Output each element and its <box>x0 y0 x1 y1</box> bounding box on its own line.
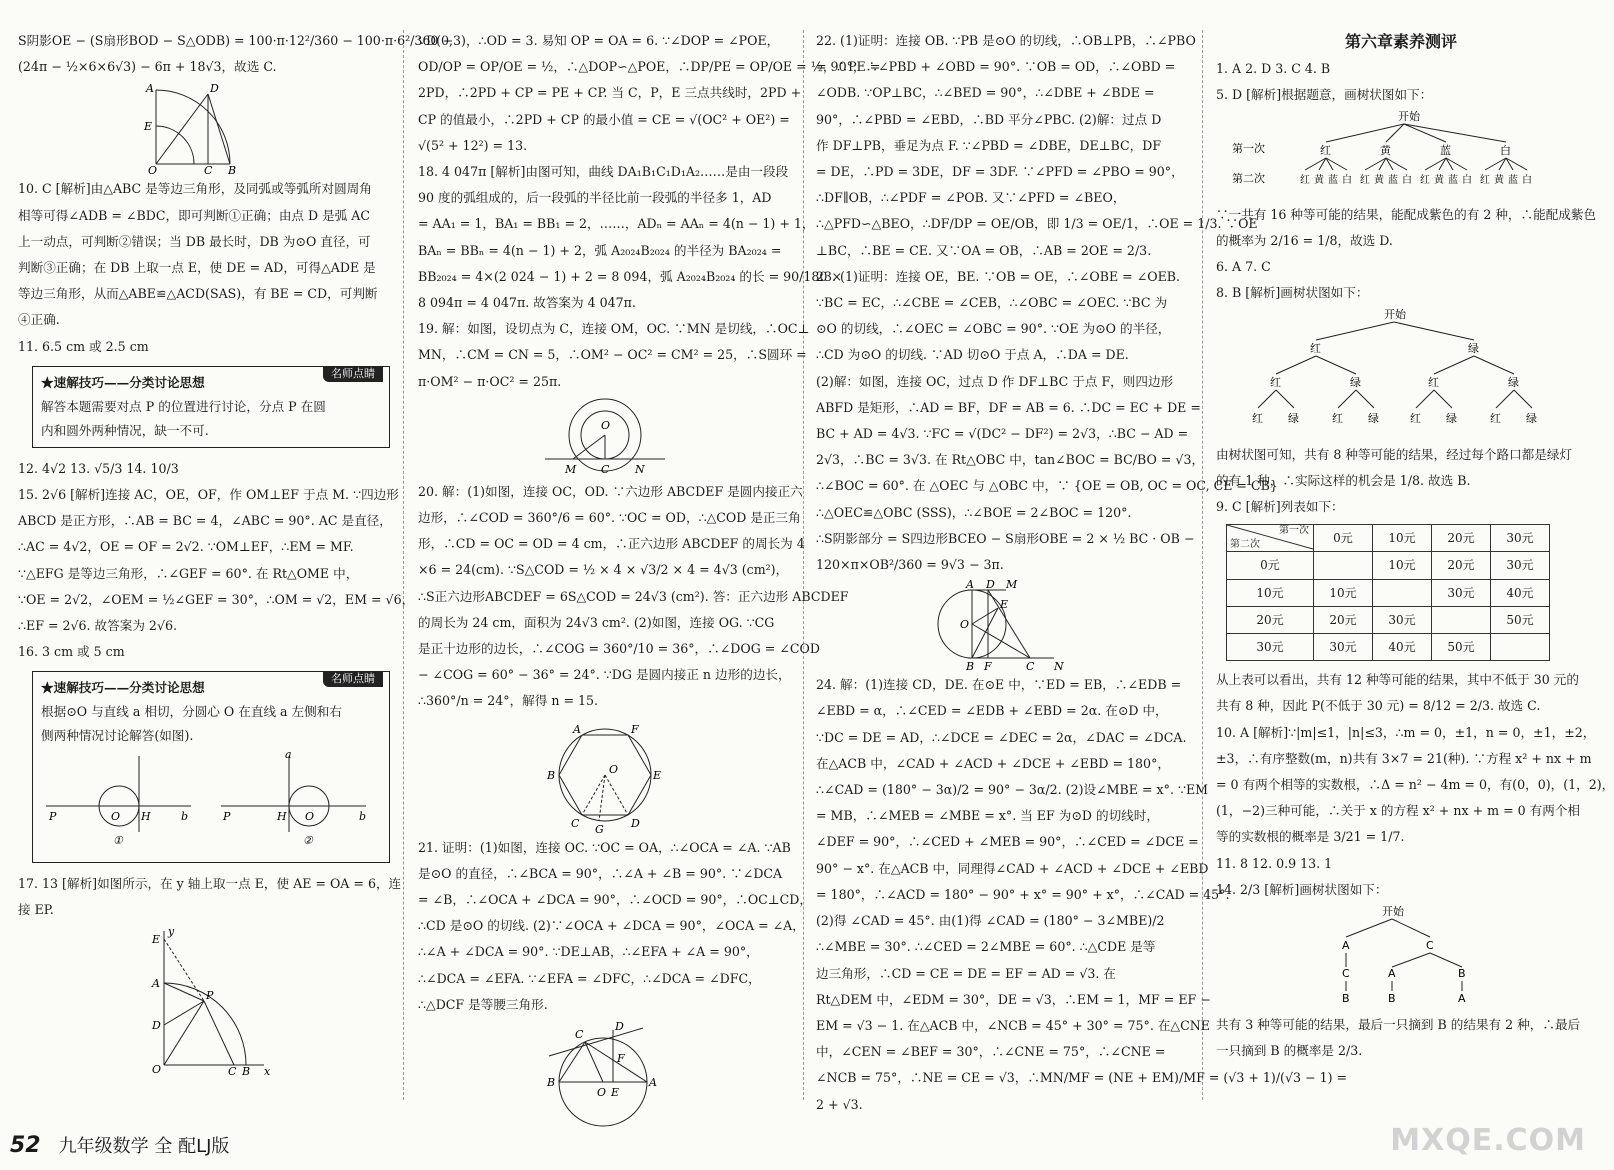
tree-node: 绿 <box>1508 376 1519 390</box>
point-label: C <box>571 816 580 830</box>
text-line: 8. B [解析]画树状图如下： <box>1216 285 1369 301</box>
text-line: ABFD 是矩形，∴AD = BF，DF = AB = 6. ∴DC = EC + DE = <box>816 399 1201 415</box>
figure-q20 <box>539 717 669 836</box>
tree-node: C <box>1342 967 1350 981</box>
point-label: B <box>547 1076 556 1090</box>
text-line: = ∠B，∴∠OCA + ∠DCA = 90°，∴∠OCD = 90°，∴OC⊥CD， <box>418 892 812 908</box>
table-cell <box>1491 634 1550 661</box>
text-line: 是正十边形的边长，∴∠COG = 360°/10 = 36°，∴∠DOG = ∠COD <box>418 641 820 657</box>
text-line: ∴CD 是⊙O 的切线. (2)∵∠OCA + ∠DCA = 90°，∠OCA = ∠A， <box>418 918 805 934</box>
point-label: A <box>966 578 974 592</box>
text-line: ∴∠CAD = (180° − 3α)/2 = 90° − 3α/2. (2)设∠MBE = x°. ∵EM <box>816 782 1209 798</box>
tree-node: 绿 <box>1526 412 1537 426</box>
point-label: A <box>573 722 581 736</box>
text-line: 在△ACB 中，∠CAD + ∠ACD + ∠DCE + ∠EBD = 180°， <box>816 755 1170 771</box>
figure-number: ① <box>113 834 123 848</box>
text-line: 相等可得∠ADB = ∠BDC，即可判断①正确；由点 D 是弧 AC <box>18 207 371 223</box>
table-cell: 50元 <box>1432 634 1491 661</box>
text-line: ∴AC = 4√2，OE = OF = 2√2. ∵OM⊥EF，∴EM = MF. <box>18 539 354 555</box>
tree-diagram-q14 <box>1216 903 1576 1006</box>
text-line: 共有 8 种，因此 P(不低于 30 元) = 8/12 = 2/3. 故选 C. <box>1216 698 1541 714</box>
table-cell: 30元 <box>1432 579 1491 606</box>
text-line: ∵BC = EC，∴∠CBE = ∠CEB，∴∠OBC = ∠OEC. ∵BC 为 <box>816 295 1168 311</box>
table-row <box>1227 552 1550 579</box>
point-label: C <box>204 164 213 178</box>
text-line: (2)得 ∠CAD = 45°. 由(1)得 ∠CAD = (180° − 3∠MBE)/2 <box>816 913 1165 929</box>
point-label: D <box>210 82 219 96</box>
text-line: ∴S正六边形ABCDEF = 6S△COD = 24√3 (cm²). 答：正六边形 ABCDEF <box>418 588 849 604</box>
text-line: 的有 1 种，∴实际这样的机会是 1/8. 故选 B. <box>1216 472 1471 488</box>
tree-node: 红 <box>1410 412 1421 426</box>
text-line: = 180°，∴∠ACD = 180° − 90° + x° = 90° + x°，∴∠CAD = 45°. <box>816 886 1230 902</box>
tree-node: 绿 <box>1446 412 1457 426</box>
point-label: P <box>223 810 231 824</box>
point-label: B <box>242 1065 251 1079</box>
point-label: C <box>601 462 610 476</box>
point-label: H <box>277 810 287 824</box>
page-number: 52 <box>10 1133 41 1158</box>
point-label: b <box>181 810 189 824</box>
table-header: 0元 <box>1314 525 1373 552</box>
text-line: 10. A [解析]∵|m|≤1，|n|≤3，∴m = 0，±1，n = 0，±1，±2， <box>1216 724 1596 740</box>
watermark: MXQE.COM <box>1390 1123 1586 1158</box>
tree-node: 红 <box>1320 144 1331 158</box>
tree-node: 绿 <box>1468 342 1479 356</box>
point-label: D <box>631 816 640 830</box>
tree-node: B <box>1388 992 1396 1006</box>
text-line: 5. D [解析]根据题意，画树状图如下： <box>1216 87 1433 103</box>
text-line: ⊥BC，∴BE = CE. 又∵OA = OB，∴AB = 2OE = 2/3. <box>816 242 1152 258</box>
point-label: E <box>144 120 153 134</box>
point-label: F <box>617 1052 625 1066</box>
column-1 <box>18 28 454 1079</box>
text-line: 接 EP. <box>18 901 54 917</box>
text-line: ∴EF = 2√6. 故答案为 2√6. <box>18 618 177 634</box>
table-row <box>1227 634 1550 661</box>
table-cell: 20元 <box>1314 606 1373 633</box>
text-line: ∴S阴影部分 = S四边形BCEO − S扇形OBE = 2 × ½ BC · OB − <box>816 530 1195 546</box>
point-label: G <box>595 822 604 836</box>
tip-title: ★速解技巧——分类讨论思想 <box>41 374 205 390</box>
text-line: ∵△EFG 是等边三角形，∴∠GEF = 60°. 在 Rt△OME 中， <box>18 565 359 581</box>
point-label: B <box>966 660 975 674</box>
table-cell: 40元 <box>1491 579 1550 606</box>
tree-row-label: 第一次 <box>1232 142 1265 156</box>
tree-node: 黄 <box>1494 175 1504 187</box>
text-line: 2 + √3. <box>816 1096 863 1112</box>
tree-node: 白 <box>1402 175 1412 187</box>
text-line: OD/OP = OP/OE = ½，∴△DOP∽△POE，∴DP/PE = OP/OE = ½，∴PE = <box>418 59 881 75</box>
outcome-table <box>1226 524 1550 661</box>
text-line: ∠DEF = 90°，∴∠CED + ∠MEB = 90°，∴∠CED = ∠DCE = <box>816 834 1199 850</box>
tree-node: A <box>1388 967 1396 981</box>
figure-q16 <box>41 748 371 848</box>
text-line: 24. 解：(1)连接 CD，DE. 在⊙E 中，∵ED = EB，∴∠EDB = <box>816 677 1182 693</box>
tree-node: 白 <box>1462 175 1472 187</box>
point-label: D <box>152 1019 161 1033</box>
text-line: S阴影OE − (S扇形BOD − S△ODB) = 100·π·12²/360 − 100·π·6²/360 − <box>18 33 454 48</box>
chapter-title: 第六章素养测评 <box>1344 32 1457 51</box>
tree-node: 蓝 <box>1508 175 1518 187</box>
tree-row-label: 第二次 <box>1232 172 1265 186</box>
point-label: O <box>148 164 158 178</box>
text-line: ∠ODB. ∵OP⊥BC，∴∠BED = 90°，∴∠DBE + ∠BDE = <box>816 85 1155 101</box>
column-divider <box>403 30 404 1100</box>
tree-node: 开始 <box>1398 110 1420 124</box>
row-header: 20元 <box>1227 606 1314 633</box>
tree-node: 白 <box>1342 175 1352 187</box>
text-line: ABCD 是正方形，∴AB = BC = 4，∠ABC = 90°. AC 是直径， <box>18 513 392 529</box>
text-line: π·OM² − π·OC² = 25π. <box>418 373 562 389</box>
text-line: 由树状图可知，共有 8 种等可能的结果，经过每个路口都是绿灯 <box>1216 446 1573 462</box>
tree-node: 开始 <box>1384 308 1406 322</box>
text-line: 90°，∴∠PBD = ∠EBD，∴BD 平分∠PBC. (2)解：过点 D <box>816 111 1162 127</box>
text-line: ∴△OEC≌△OBC (SSS)，∴∠BOE = 2∠BOC = 120°. <box>816 504 1132 520</box>
tip-line: 侧两种情况讨论解答(如图). <box>41 728 194 744</box>
tree-node: 红 <box>1428 376 1439 390</box>
text-line: BAₙ = BBₙ = 4(n − 1) + 2，弧 A₂₀₂₄B₂₀₂₄ 的半径为 BA₂₀₂₄ = <box>418 242 782 258</box>
text-line: = 0 有两个相等的实数根，∴Δ = n² − 4m = 0，有(0，0)，(1，2)， <box>1216 777 1614 793</box>
point-label: P <box>49 810 57 824</box>
text-line: 从上表可以看出，共有 12 种等可能的结果，其中不低于 30 元的 <box>1216 672 1579 688</box>
point-label: x <box>264 1065 271 1079</box>
table-cell: 20元 <box>1432 552 1491 579</box>
text-line: CP 的值最小，∴2PD + CP 的最小值 = CE = √(OC² + OE²) = <box>418 111 790 127</box>
text-line: 形，∴CD = OC = OD = 4 cm，∴正六边形 ABCDEF 的周长为 4 <box>418 536 805 552</box>
tree-node: 红 <box>1252 412 1263 426</box>
text-line: ∵DC = DE = AD，∴∠DCE = ∠DEC = 2α，∠DAC = ∠DCA. <box>816 729 1187 745</box>
text-line: 6. A 7. C <box>1216 259 1271 275</box>
tree-node: 白 <box>1522 175 1532 187</box>
tree-node: 绿 <box>1368 412 1379 426</box>
tree-diagram-q8 <box>1216 306 1576 432</box>
tree-diagram-q5 <box>1216 108 1576 192</box>
text-line: 等边三角形，从而△ABE≌△ACD(SAS)，有 BE = CD，可判断 <box>18 286 378 302</box>
text-line: 2√3，∴BC = 3√3. 在 Rt△OBC 中，tan∠BOC = BC/BO = √3， <box>816 452 1205 468</box>
text-line: 18. 4 047π [解析]由图可知，曲线 DA₁B₁C₁D₁A₂……是由一段段 <box>418 164 789 180</box>
text-line: 90 度的弧组成的，后一段弧的半径比前一段弧的半径多 1，AD <box>418 190 772 206</box>
table-cell: 10元 <box>1314 579 1373 606</box>
table-row <box>1227 579 1550 606</box>
tree-node: 蓝 <box>1448 175 1458 187</box>
text-line: ∠EBD = α，∴∠CED = ∠EDB + ∠EBD = 2α. 在⊙D 中， <box>816 703 1168 719</box>
point-label: N <box>1054 660 1064 674</box>
tree-node: 白 <box>1500 144 1511 158</box>
figure-q21 <box>539 1020 669 1130</box>
table-cell <box>1432 606 1491 633</box>
figure-q19 <box>539 397 669 477</box>
point-label: y <box>168 925 175 939</box>
table-header: 20元 <box>1432 525 1491 552</box>
point-label: M <box>1006 578 1018 592</box>
tree-node: B <box>1458 967 1466 981</box>
text-line: 17. 13 [解析]如图所示，在 y 轴上取一点 E，使 AE = OA = 6，连 <box>18 875 402 891</box>
text-line: 判断③正确；在 DB 上取一点 E，使 DE = AD，可得△ADE 是 <box>18 260 376 276</box>
tree-node: 蓝 <box>1440 144 1451 158</box>
text-line: ∴∠A + ∠DCA = 90°. ∵DE⊥AB，∴∠EFA + ∠A = 90°， <box>418 944 759 960</box>
point-label: O <box>597 1086 607 1100</box>
tree-node: 红 <box>1420 175 1430 187</box>
tree-node: 红 <box>1310 342 1321 356</box>
point-label: O <box>111 810 121 824</box>
text-line: − ∠COG = 60° − 36° = 24°. ∵DG 是圆内接正 n 边形的边长， <box>418 667 791 683</box>
text-line: 边形，∴∠COD = 360°/6 = 60°. ∵OC = OD，∴△COD 是正三角 <box>418 510 801 526</box>
text-line: = 90°，∴∠PBD + ∠OBD = 90°. ∵OB = OD，∴∠OBD = <box>816 59 1176 75</box>
tree-node: 红 <box>1480 175 1490 187</box>
text-line: ∠NCB = 75°，∴NE = CE = √3，∴MN/MF = (NE + EM)/MF = (√3 + 1)/(√3 − 1) = <box>816 1070 1348 1086</box>
text-line: ×6 = 24(cm). ∵S△COD = ½ × 4 × √3/2 × 4 = 4√3 (cm²)， <box>418 562 789 578</box>
page-footer <box>10 1132 229 1158</box>
column-4 <box>1216 28 1614 1065</box>
tree-node: 红 <box>1332 412 1343 426</box>
text-line: √(5² + 12²) = 13. <box>418 137 528 153</box>
table-cell <box>1373 579 1432 606</box>
text-line: ⊙O 的切线，∴∠OEC = ∠OBC = 90°. ∵OE 为⊙O 的半径， <box>816 321 1171 337</box>
tip-line: 根据⊙O 与直线 a 相切，分圆心 O 在直线 a 左侧和右 <box>41 704 342 720</box>
text-line: (1，−2)三种可能，∴关于 x 的方程 x² + nx + m = 0 有两个相 <box>1216 803 1581 819</box>
point-label: A <box>649 1076 657 1090</box>
text-line: ∴∠BOC = 60°. 在 △OEC 与 △OBC 中，∵ {OE = OB, OC = OC, CE = CB} <box>816 478 1278 494</box>
point-label: b <box>359 810 367 824</box>
text-line: 边三角形，∴CD = CE = DE = EF = AD = √3. 在 <box>816 965 1116 981</box>
tip-line: 解答本题需要对点 P 的位置进行讨论，分点 P 在圆 <box>41 398 326 414</box>
column-divider <box>1202 30 1203 1100</box>
point-label: O <box>609 762 619 776</box>
text-line: 20. 解：(1)如图，连接 OC，OD. ∵六边形 ABCDEF 是圆内接正六 <box>418 483 803 499</box>
text-line: 15. 2√6 [解析]连接 AC，OE，OF，作 OM⊥EF 于点 M. ∵四边形 <box>18 487 399 503</box>
point-label: O <box>152 1063 162 1077</box>
text-line: ∴△PFD∽△BEO，∴DF/DP = OE/OB，即 1/3 = OE/1，∴OE = 1/3. ∵OE <box>816 216 1258 232</box>
text-line: 中，∠CEN = ∠BEF = 30°，∴∠CNE = 75°，∴∠CNE = <box>816 1044 1166 1060</box>
column-divider <box>803 30 804 1100</box>
point-label: O <box>305 810 315 824</box>
table-cell: 40元 <box>1373 634 1432 661</box>
tree-node: 蓝 <box>1388 175 1398 187</box>
point-label: C <box>1026 660 1035 674</box>
tree-node: 红 <box>1270 376 1281 390</box>
text-line: 21. 证明：(1)如图，连接 OC. ∵OC = OA，∴∠OCA = ∠A. ∵AB <box>418 839 791 855</box>
corner-label-top: 第一次 <box>1279 525 1309 537</box>
tree-node: 黄 <box>1314 175 1324 187</box>
text-line: 11. 6.5 cm 或 2.5 cm <box>18 338 149 354</box>
point-label: C <box>575 1028 584 1042</box>
text-line: 10. C [解析]由△ABC 是等边三角形，及同弧或等弧所对圆周角 <box>18 181 372 197</box>
text-line: 1. A 2. D 3. C 4. B <box>1216 61 1331 76</box>
tree-node: 黄 <box>1434 175 1444 187</box>
text-line: ∴DF∥OB，∴∠PDF = ∠POB. 又∵∠PFD = ∠BEO， <box>816 190 1126 206</box>
table-cell: 30元 <box>1314 634 1373 661</box>
tree-node: A <box>1458 992 1466 1006</box>
text-line: 的周长为 24 cm，面积为 24√3 cm². (2)如图，连接 OG. ∵CG <box>418 614 775 630</box>
tree-node: 黄 <box>1374 175 1384 187</box>
table-cell: 50元 <box>1491 606 1550 633</box>
tree-node: A <box>1342 939 1350 953</box>
table-cell: 30元 <box>1373 606 1432 633</box>
point-label: M <box>565 462 577 476</box>
tree-node: 绿 <box>1288 412 1299 426</box>
figure-q9 <box>134 82 274 178</box>
text-line: EM = √3 − 1. 在△ACB 中，∠NCB = 45° + 30° = 75°. 在△CNE <box>816 1017 1210 1033</box>
text-line: 2PD，∴2PD + CP = PE + CP. 当 C，P，E 三点共线时，2PD + <box>418 85 802 101</box>
tip-tag: 名师点睛 <box>323 366 383 382</box>
tree-node: B <box>1342 992 1350 1006</box>
text-line: (24π − ½×6×6√3) − 6π + 18√3，故选 C. <box>18 59 277 75</box>
tip-box <box>32 366 390 448</box>
point-label: D <box>615 1020 624 1034</box>
text-line: MN，∴CM = CN = 5，∴OM² − OC² = CM² = 25，∴S圆环 = <box>418 347 807 363</box>
tree-node: 红 <box>1490 412 1501 426</box>
text-line: 作 DF⊥PB，垂足为点 F. ∵∠PBD = ∠DBE，DE⊥BC，DF <box>816 137 1162 153</box>
point-label: F <box>631 722 639 736</box>
table-cell: 30元 <box>1491 552 1550 579</box>
text-line: BC + AD = 4√3. ∵FC = √(DC² − DF²) = 2√3，∴BC − AD = <box>816 426 1189 442</box>
row-header: 0元 <box>1227 552 1314 579</box>
table-cell: 10元 <box>1373 552 1432 579</box>
text-line: 16. 3 cm 或 5 cm <box>18 644 125 660</box>
text-line: = DE，∴PD = 3DE，DF = 3DF. ∵∠PFD = ∠PBO = 90°， <box>816 164 1184 180</box>
point-label: D <box>986 578 995 592</box>
text-line: 14. 2/3 [解析]画树状图如下： <box>1216 881 1388 897</box>
point-label: E <box>152 933 161 947</box>
text-line: 11. 8 12. 0.9 13. 1 <box>1216 855 1333 871</box>
point-label: B <box>547 768 556 782</box>
text-line: 23. (1)证明：连接 OE，BE. ∵OB = OE，∴∠OBE = ∠OEB. <box>816 268 1181 284</box>
text-line: 的概率为 2/16 = 1/8，故选 D. <box>1216 232 1393 248</box>
table-corner <box>1227 525 1314 552</box>
tree-node: 蓝 <box>1328 175 1338 187</box>
point-label: O <box>960 618 970 632</box>
table-header: 10元 <box>1373 525 1432 552</box>
text-line: ±3，∴有序整数(m，n)共有 3×7 = 21(种). ∵方程 x² + nx + m <box>1216 750 1592 766</box>
figure-q23 <box>932 578 1072 674</box>
text-line: 22. (1)证明：连接 OB. ∵PB 是⊙O 的切线，∴OB⊥PB，∴∠PBO <box>816 33 1196 48</box>
text-line: ④正确. <box>18 312 60 328</box>
text-line: 90° − x°. 在△ACB 中，同理得∠CAD + ∠ACD + ∠DCE + ∠EBD <box>816 860 1209 876</box>
footer-text: 九年级数学 全 配LJ版 <box>58 1136 230 1157</box>
point-label: N <box>635 462 645 476</box>
point-label: F <box>984 660 992 674</box>
figure-q17 <box>134 925 274 1079</box>
point-label: A <box>146 82 154 96</box>
text-line: (2)解：如图，连接 OC，过点 D 作 DF⊥BC 于点 F，则四边形 <box>816 373 1174 389</box>
text-line: = AA₁ = 1，BA₁ = BB₁ = 2，……，ADₙ = AAₙ = 4(n − 1) + 1， <box>418 216 815 232</box>
point-label: C <box>228 1065 237 1079</box>
tree-node: 红 <box>1300 175 1310 187</box>
text-line: ∴CD 为⊙O 的切线. ∵AD 切⊙O 于点 A，∴DA = DE. <box>816 347 1129 363</box>
row-header: 10元 <box>1227 579 1314 606</box>
point-label: E <box>1000 598 1009 612</box>
row-header: 30元 <box>1227 634 1314 661</box>
text-line: BB₂₀₂₄ = 4×(2 024 − 1) + 2 = 8 094，弧 A₂₀₂₄B₂₀₂₄ 的长 = 90/180 × <box>418 268 842 284</box>
text-line: 12. 4√2 13. √5/3 14. 10/3 <box>18 460 179 476</box>
text-line: 是⊙O 的直径，∴∠BCA = 90°，∴∠A + ∠B = 90°. ∵∠DCA <box>418 865 783 881</box>
text-line: 一只摘到 B 的概率是 2/3. <box>1216 1043 1363 1059</box>
tree-node: 红 <box>1360 175 1370 187</box>
text-line: ∴△DCF 是等腰三角形. <box>418 996 548 1012</box>
text-line: 120×π×OB²/360 = 9√3 − 3π. <box>816 557 1004 573</box>
text-line: ∴360°/n = 24°，解得 n = 15. <box>418 693 599 709</box>
text-line: 等的实数根的概率是 3/21 = 1/7. <box>1216 829 1405 845</box>
point-label: A <box>152 977 160 991</box>
tree-node: 开始 <box>1382 905 1404 919</box>
table-cell <box>1314 552 1373 579</box>
text-line: 共有 3 种等可能的结果，最后一只摘到 B 的结果有 2 种，∴最后 <box>1216 1017 1581 1033</box>
tip-title: ★速解技巧——分类讨论思想 <box>41 680 205 696</box>
point-label: E <box>653 768 662 782</box>
text-line: ∵D(0,3)，∴OD = 3. 易知 OP = OA = 6. ∵∠DOP = ∠POE， <box>418 33 780 48</box>
text-line: ∵OE = 2√2，∠OEM = ½∠GEF = 30°，∴OM = √2，EM = √6， <box>18 591 415 607</box>
point-label: O <box>601 418 611 432</box>
tree-node: 绿 <box>1350 376 1361 390</box>
point-label: P <box>206 989 214 1003</box>
point-label: B <box>228 164 237 178</box>
point-label: H <box>141 810 151 824</box>
figure-number: ② <box>303 834 313 848</box>
text-line: ∴∠MBE = 30°. ∴∠CED = 2∠MBE = 60°. ∴△CDE 是等 <box>816 939 1156 955</box>
tree-node: C <box>1426 939 1434 953</box>
tip-box <box>32 671 390 862</box>
text-line: ∴∠DCA = ∠EFA. ∵∠EFA = ∠DFC，∴∠DCA = ∠DFC， <box>418 970 761 986</box>
point-label: a <box>285 748 292 762</box>
table-row <box>1227 606 1550 633</box>
point-label: E <box>611 1086 620 1100</box>
text-line: Rt△DEM 中，∠EDM = 30°，DE = √3，∴EM = 1，MF = EF − <box>816 991 1211 1007</box>
tip-line: 内和圆外两种情况，缺一不可. <box>41 422 209 438</box>
text-line: 8 094π = 4 047π. 故答案为 4 047π. <box>418 295 636 311</box>
tree-node: 黄 <box>1380 144 1391 158</box>
text-line: 上一动点，可判断②错误；当 DB 最长时，DB 为⊙O 直径，可 <box>18 233 371 249</box>
text-line: 9. C [解析]列表如下： <box>1216 499 1344 515</box>
corner-label-bottom: 第二次 <box>1230 539 1260 551</box>
tip-tag: 名师点睛 <box>323 671 383 687</box>
table-header: 30元 <box>1491 525 1550 552</box>
text-line: 19. 解：如图，设切点为 C，连接 OM，OC. ∵MN 是切线，∴OC⊥ <box>418 321 810 337</box>
text-line: ∵一共有 16 种等可能的结果，能配成紫色的有 2 种，∴能配成紫色 <box>1216 206 1597 222</box>
text-line: = MB，∴∠MEB = ∠MBE = x°. 当 EF 为⊙D 的切线时， <box>816 808 1159 824</box>
